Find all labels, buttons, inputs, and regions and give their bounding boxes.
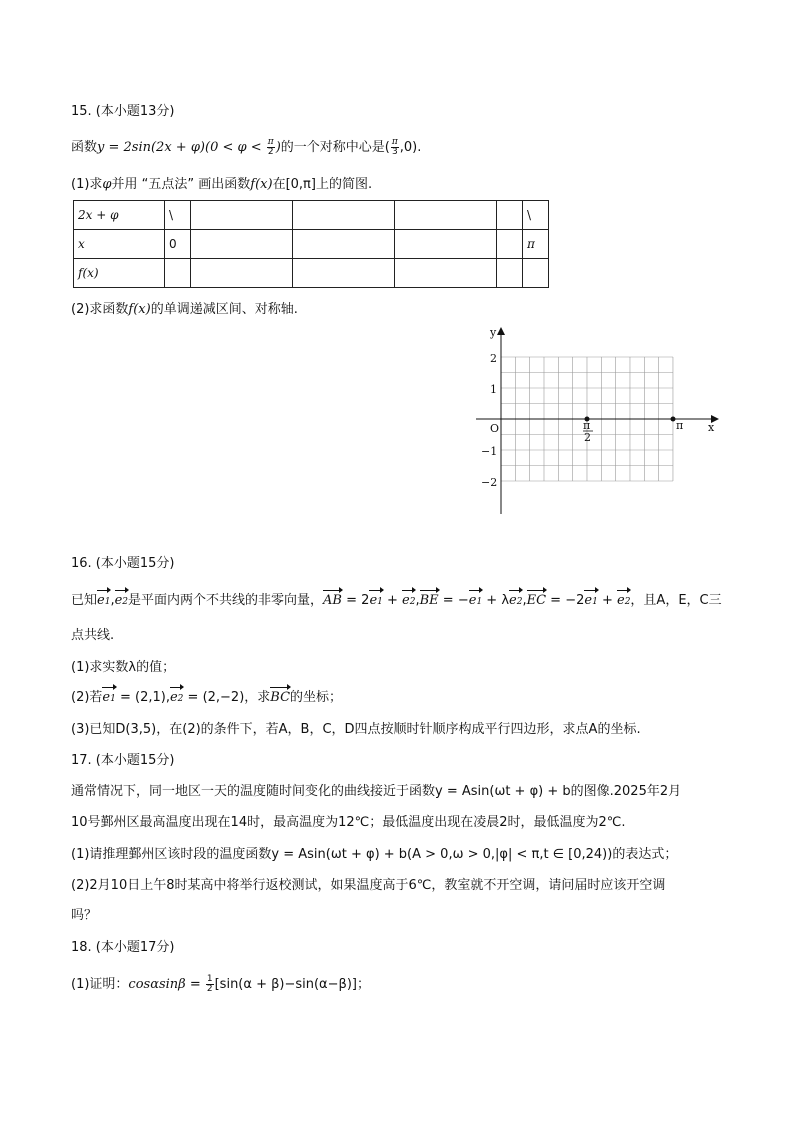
q15-stem-formula-a: y = 2sin(2x + φ)(0 < φ < [97,140,266,155]
part1-text-b: 并用 “五点法” 画出函数 [111,177,251,192]
text: + [382,593,403,608]
table-cell [395,230,497,259]
q17-line1: 通常情况下，同一地区一天的温度随时间变化的曲线接近于函数y = Asin(ωt + φ) + b的图像.2025年2月 [71,784,682,799]
table-cell [395,259,497,288]
table-cell [497,201,523,230]
q17-line2: 10号鄞州区最高温度出现在14时，最高温度为12℃；最低温度出现在凌晨2时，最低温度为2℃. [71,815,626,830]
q17-sub1: (1)请推理鄞州区该时段的温度函数y = Asin(ωt + φ) + b(A > 0,ω > 0,|φ| < π,t ∈ [0,24))的表达式； [71,847,678,862]
table-row [74,230,549,259]
pi-label: π [676,419,684,432]
phi-symbol: φ [102,177,112,192]
vector-e1 [584,592,597,611]
vec-sub: 2 [624,597,631,607]
vector-e2 [115,592,128,611]
vector-e2 [509,592,522,611]
one-half-fraction [206,975,214,994]
frac-numerator: π [267,137,274,147]
vec-letter: e [114,593,123,608]
text: 的坐标； [290,690,343,705]
row-header: x [74,230,165,259]
q16-sub1: (1)求实数λ的值； [71,660,176,675]
table-cell [191,259,293,288]
q17-header: 17. (本小题15分) [71,753,175,768]
table-cell: 0 [165,230,191,259]
vec-letter: e [584,593,593,608]
table-cell [191,201,293,230]
text: 是平面内两个不共线的非零向量， [128,593,324,608]
fx-symbol: f(x) [250,177,273,192]
vec-letter: e [169,690,178,705]
part2-text-b: 的单调递减区间、对称轴. [150,302,298,317]
vec-sub: 2 [122,597,129,607]
pi-over-2-fraction [267,138,275,157]
text: ，且A，E，C三 [630,593,722,608]
y-tick-label: 2 [490,352,497,365]
vec-letter: e [102,690,111,705]
vec-letter: e [616,593,625,608]
table-cell [523,259,549,288]
vec-sub: 1 [476,597,483,607]
frac-numerator: 1 [206,974,213,984]
table-cell: π [523,230,549,259]
vector-e2 [170,689,183,708]
five-point-table [73,200,549,288]
vec-sub: 1 [110,694,116,704]
vector-bc: BC [270,690,291,705]
vector-be: BE [419,593,439,608]
row-header: 2x + φ [74,201,165,230]
fx-symbol: f(x) [128,302,151,317]
text: = [185,977,205,992]
table-cell [293,230,395,259]
q15-stem-text1: 函数 [71,140,98,155]
q15-part2 [71,301,298,319]
text: (2)若 [71,690,103,705]
vec-letter: e [509,593,517,608]
pi-half-numerator: π [583,419,591,432]
vec-letter: e [97,593,105,608]
frac-denominator: 2 [267,147,274,157]
vector-e1 [97,592,110,611]
vec-sub: 1 [377,597,383,607]
y-tick-label: −2 [481,476,498,489]
text: + [597,593,617,608]
vector-e2 [617,592,630,611]
frac-denominator: 2 [206,984,213,994]
table-row [74,259,549,288]
vec-sub: 1 [592,597,598,607]
q18-header: 18. (本小题17分) [71,940,175,955]
text: , [415,593,420,608]
text: = 2 [342,593,370,608]
y-tick-label: 1 [490,383,497,396]
vector-e1 [369,592,382,611]
origin-label: O [490,422,500,435]
table-row [74,201,549,230]
text: = (2,1), [115,690,170,705]
q18-sub1 [71,975,370,994]
q17-sub2-line2: 吗？ [71,908,98,923]
part1-text-c: 在[0,π]上的简图. [272,177,373,192]
vector-ec: EC [526,593,547,608]
frac-numerator: π [391,137,398,147]
table-cell [497,259,523,288]
frac-denominator: 3 [391,147,398,157]
y-tick-label: −1 [481,445,498,458]
q16-header: 16. (本小题15分) [71,556,175,571]
y-axis-label: y [490,326,497,339]
vec-letter: e [369,593,378,608]
text: , [110,593,115,608]
q17-sub2-line1: (2)2月10日上午8时某高中将举行返校测试，如果温度高于6℃，教室就不开空调，请问届时应该开空调 [71,878,666,893]
text: , [522,593,527,608]
row-header: f(x) [74,259,165,288]
pi-half-denominator: 2 [584,431,591,444]
q16-line1 [71,592,722,611]
q15-stem-formula-b: ) [275,140,281,155]
q15-header: 15. (本小题13分) [71,104,175,119]
vec-sub: 2 [516,597,523,607]
table-cell [165,259,191,288]
table-cell [293,259,395,288]
text: 已知 [71,593,98,608]
math-expr: cosαsinβ [128,977,186,992]
vector-e2 [402,592,415,611]
q15-stem [71,138,421,157]
table-cell: \ [165,201,191,230]
text: = − [438,593,469,608]
part2-text-a: (2)求函数 [71,302,129,317]
part1-text-a: (1)求 [71,177,103,192]
text: [sin(α + β)−sin(α−β)]； [214,977,370,992]
vector-e1 [102,689,115,708]
q15-part1 [71,176,372,194]
q15-stem-text2: 的一个对称中心是( [280,140,390,155]
pi-point [671,417,676,422]
vec-sub: 2 [177,694,184,704]
vec-sub: 1 [104,597,111,607]
vector-e1 [469,592,482,611]
text: + λ [482,593,510,608]
table-cell [395,201,497,230]
x-axis-label: x [708,421,715,434]
table-cell [293,201,395,230]
q16-sub2 [71,689,342,708]
q16-sub3: (3)已知D(3,5)，在(2)的条件下，若A，B，C，D四点按顺时针顺序构成平行四边形，求点A的坐标. [71,722,641,737]
q16-line2: 点共线. [71,628,115,643]
text: = (2,−2)，求 [183,690,271,705]
coordinate-grid [470,322,730,518]
vec-letter: e [468,593,477,608]
vec-letter: e [402,593,410,608]
pi-over-3-fraction [391,138,399,157]
text: = −2 [546,593,585,608]
vector-ab: AB [323,593,342,608]
table-cell [497,230,523,259]
table-cell: \ [523,201,549,230]
q15-stem-text3: ,0). [399,140,422,155]
vec-sub: 2 [409,597,416,607]
table-cell [191,230,293,259]
text: (1)证明： [71,977,129,992]
